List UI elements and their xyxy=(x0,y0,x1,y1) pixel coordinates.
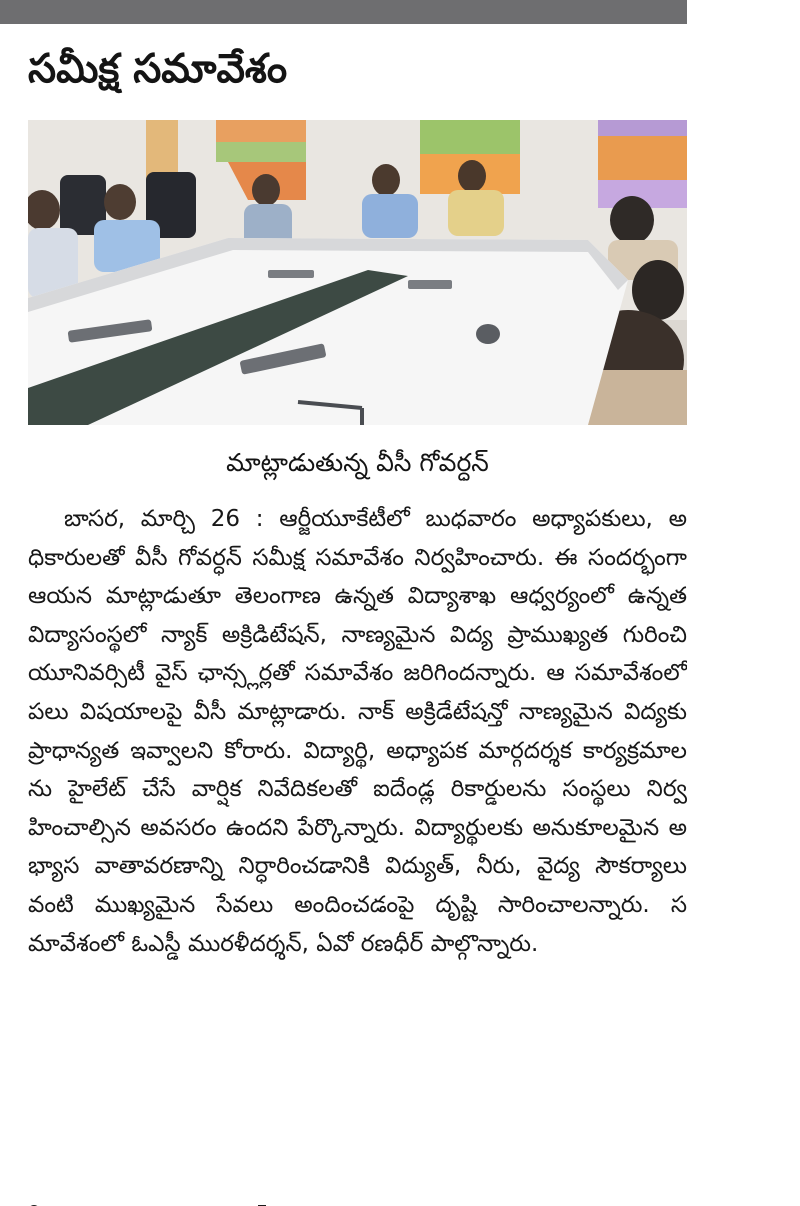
photo-caption: మాట్లాడుతున్న వీసీ గోవర్ధన్ xyxy=(226,448,489,477)
next-article-fragment xyxy=(28,1196,458,1206)
headline: సమీక్ష సమావేశం xyxy=(28,46,288,92)
article-paragraph xyxy=(28,500,687,963)
news-photo xyxy=(28,120,687,425)
top-gray-bar xyxy=(0,0,687,24)
article-text: ఆర్జీయూకేటీలో బుధవారం అధ్యాపకులు, అధికారులతో వీసీ గోవర్ధన్ సమీక్ష సమావేశం నిర్వహించారు. ఈ సందర్భంగా ఆయన మాట్లాడుతూ తెలంగాణ ఉన్నత విద్యాశాఖ ఆధ్వర్యంలో ఉన్నత విద్యాసంస్థలో న్యాక్ అక్రిడిటేషన్, నాణ్యమైన విద్య ప్రాముఖ్యత గురించి యూనివర్సిటీ వైస్ ఛాన్స్లర్లతో సమావేశం జరిగిందన్నారు. ఆ సమావేశంలో పలు విషయాలపై వీసీ మాట్లాడారు. నాక్ అక్రిడేటేషన్తో నాణ్యమైన విద్యకు ప్రాధాన్యత ఇవ్వాలని కోరారు. విద్యార్థి, అధ్యాపక మార్గదర్శక కార్యక్రమాలను హైలేట్ చేసే వార్షిక నివేదికలతో ఐదేండ్ల రికార్డులను సంస్థలు నిర్వహించాల్సిన అవసరం ఉందని పేర్కొన్నారు. విద్యార్థులకు అనుకూలమైన అభ్యాస వాతావరణాన్ని నిర్ధారించడానికి విద్యుత్, నీరు, వైద్య సౌకర్యాలు వంటి ముఖ్యమైన సేవలు అందించడంపై దృష్టి సారించాలన్నారు. సమావేశంలో ఓఎస్డీ మురళీదర్శన్, ఏవో రణధీర్ పాల్గొన్నారు. xyxy=(28,506,687,957)
article-body xyxy=(28,500,687,963)
dateline: బాసర, మార్చి 26 : xyxy=(64,506,264,532)
